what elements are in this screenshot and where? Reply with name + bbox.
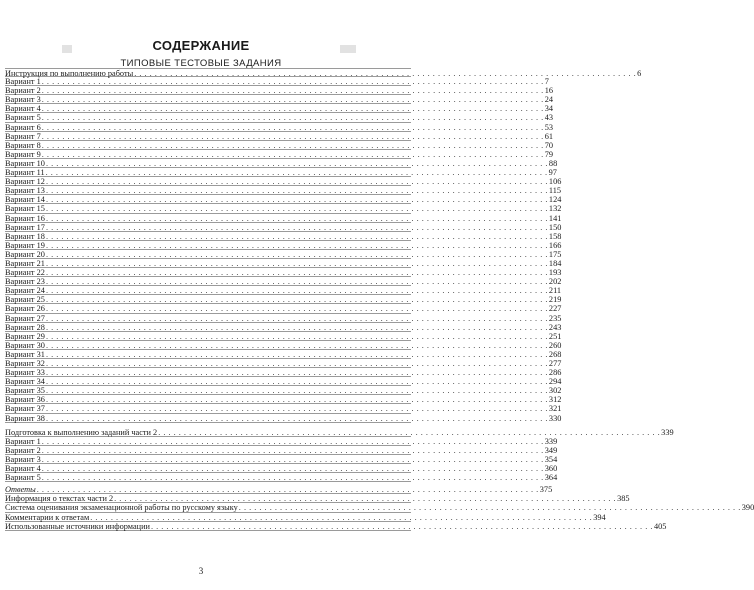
- toc-entry-label: Использованные источники информации: [5, 521, 150, 531]
- dot-leader: [46, 323, 548, 332]
- dot-leader: [46, 159, 548, 168]
- toc-entry: [5, 313, 562, 323]
- toc-entry-label: Информация о текстах части 2: [5, 494, 114, 504]
- section-title: ТИПОВЫЕ ТЕСТОВЫЕ ЗАДАНИЯ: [120, 58, 282, 69]
- toc-entry: [5, 368, 562, 378]
- dot-leader: [42, 77, 544, 86]
- toc-entry: [5, 168, 557, 178]
- dot-leader: [239, 503, 741, 512]
- dot-leader: [42, 141, 544, 150]
- toc-entry-label: Вариант 27: [5, 313, 45, 323]
- dot-leader: [42, 464, 544, 473]
- toc-entry: [5, 464, 558, 474]
- toc-entry-page: 79: [544, 149, 554, 159]
- dot-leader: [90, 513, 592, 522]
- toc-entry: [5, 377, 562, 387]
- toc-entry-page: 321: [548, 404, 562, 414]
- toc-entry: [5, 413, 562, 423]
- toc-entry: [5, 149, 554, 159]
- toc-entry-page: 158: [548, 231, 562, 241]
- toc-entry-page: 405: [653, 521, 667, 531]
- dot-leader: [46, 295, 548, 304]
- toc-entry: [5, 473, 558, 483]
- toc-entry-label: Вариант 2: [5, 445, 41, 455]
- dot-leader: [114, 494, 616, 503]
- toc-entry-label: Вариант 20: [5, 249, 45, 259]
- toc-entry: [5, 140, 554, 150]
- dot-leader: [46, 223, 548, 232]
- page-title: СОДЕРЖАНИЕ: [152, 38, 250, 53]
- dot-leader: [42, 446, 544, 455]
- toc-entry-page: 193: [548, 268, 562, 278]
- dot-leader: [46, 232, 548, 241]
- toc-entry: [5, 249, 562, 259]
- toc-entry-page: 375: [539, 485, 553, 495]
- toc-entry: [5, 240, 562, 250]
- dot-leader: [46, 177, 548, 186]
- toc-entry: [5, 386, 562, 396]
- toc-entry-label: Вариант 29: [5, 331, 45, 341]
- toc-entry-label: Ответы: [5, 485, 36, 495]
- dot-leader: [46, 386, 548, 395]
- toc-entry-page: 43: [544, 113, 554, 123]
- toc-entry-page: 349: [544, 445, 558, 455]
- toc-entry-label: Комментарии к ответам: [5, 512, 90, 522]
- toc-entry: [5, 86, 554, 96]
- toc-entry-page: 132: [548, 204, 562, 214]
- toc-entry-label: Вариант 38: [5, 413, 45, 423]
- toc-entry-page: 235: [548, 313, 562, 323]
- toc-entry: [5, 331, 562, 341]
- toc-entry-label: Вариант 14: [5, 195, 45, 205]
- toc-entry-page: 277: [548, 359, 562, 368]
- page-number: 3: [198, 566, 204, 576]
- toc-entry: [5, 258, 562, 268]
- toc-entry: [5, 404, 562, 414]
- toc-entry: [5, 268, 562, 278]
- toc-entry-label: Вариант 37: [5, 404, 45, 414]
- toc-entry-page: 330: [548, 413, 562, 423]
- toc-entry: [5, 195, 562, 205]
- toc-entry: [5, 186, 562, 196]
- toc-entry: [5, 395, 562, 405]
- toc-entry: [5, 512, 606, 522]
- toc-entry-page: 286: [548, 368, 562, 378]
- dot-leader: [46, 359, 548, 368]
- toc-entry-page: 211: [548, 286, 562, 296]
- toc-entry-label: Вариант 26: [5, 304, 45, 314]
- dot-leader: [46, 186, 548, 195]
- toc-entry: [5, 204, 562, 214]
- dot-leader: [46, 241, 548, 250]
- toc-entry-label: Вариант 4: [5, 104, 41, 114]
- toc-entry-label: Вариант 5: [5, 473, 41, 483]
- toc-entry-label: Вариант 6: [5, 122, 41, 132]
- toc-entry-page: 202: [548, 277, 562, 287]
- toc-entry: [5, 454, 558, 464]
- toc-entry-label: Вариант 31: [5, 349, 45, 359]
- dot-leader: [46, 368, 548, 377]
- toc-entry-label: Вариант 2: [5, 86, 41, 96]
- toc-entry: [5, 349, 562, 359]
- toc-entry: [5, 77, 549, 87]
- toc-entry-page: 106: [548, 177, 562, 187]
- toc-entry-label: Вариант 12: [5, 177, 45, 187]
- toc-entry-label: Инструкция по выполнению работы: [5, 69, 134, 78]
- toc-entry: [5, 340, 562, 350]
- dot-leader: [42, 437, 544, 446]
- toc-entry-page: 260: [548, 340, 562, 350]
- toc-entry-label: Вариант 5: [5, 113, 41, 123]
- toc-entry-page: 385: [617, 494, 630, 504]
- toc-entry-page: 339: [544, 436, 558, 446]
- toc-entry-page: 294: [548, 377, 562, 387]
- toc-entry-label: Вариант 3: [5, 95, 41, 105]
- toc-entry-label: Вариант 23: [5, 277, 45, 287]
- toc-entry-label: Вариант 1: [5, 436, 41, 446]
- toc-entry-page: 312: [548, 395, 562, 405]
- toc-entry-page: 115: [548, 186, 562, 196]
- dot-leader: [42, 132, 544, 141]
- dot-leader: [46, 259, 548, 268]
- toc-entry-label: Подготовка к выполнению заданий части 2: [5, 427, 158, 437]
- dot-leader: [158, 428, 660, 437]
- toc-entry-page: 53: [544, 122, 554, 132]
- toc-entry: [5, 231, 562, 241]
- toc-entry-label: Вариант 25: [5, 295, 45, 305]
- toc-entry-page: 16: [544, 86, 554, 96]
- toc-entry: [5, 521, 667, 531]
- toc-entry-page: 24: [544, 95, 554, 105]
- dot-leader: [151, 522, 653, 531]
- dot-leader: [42, 123, 544, 132]
- dot-leader: [42, 95, 544, 104]
- toc-entry: [5, 427, 674, 437]
- dot-leader: [46, 350, 548, 359]
- toc-entry: [5, 277, 562, 287]
- toc-entry-page: 302: [548, 386, 562, 396]
- toc-entry-label: Вариант 30: [5, 340, 45, 350]
- dot-leader: [42, 104, 544, 113]
- toc-entry-label: Вариант 19: [5, 240, 45, 250]
- toc-entry: [5, 213, 562, 223]
- toc-entry: [5, 436, 558, 446]
- toc-entry-page: 166: [548, 240, 562, 250]
- toc-entry-label: Вариант 32: [5, 359, 45, 368]
- toc-entry-label: Вариант 3: [5, 454, 41, 464]
- toc-entry: [5, 95, 554, 105]
- toc-entry: [5, 304, 562, 314]
- dot-leader: [46, 250, 548, 259]
- toc-entry-page: 34: [544, 104, 554, 114]
- toc-entry-page: 339: [661, 427, 674, 437]
- toc-entry-page: 364: [544, 473, 558, 483]
- toc-entry: [5, 503, 754, 513]
- toc-entry: [5, 494, 630, 504]
- dot-leader: [46, 377, 548, 386]
- dot-leader: [46, 404, 548, 413]
- toc-entry-label: Вариант 35: [5, 386, 45, 396]
- toc-entry: [5, 445, 558, 455]
- toc-entry-label: Вариант 9: [5, 149, 41, 159]
- toc-entry-page: 175: [548, 249, 562, 259]
- toc-entry-page: 227: [548, 304, 562, 314]
- toc-entry-label: Вариант 24: [5, 286, 45, 296]
- toc-entry-label: Вариант 33: [5, 368, 45, 378]
- dot-leader: [37, 485, 539, 494]
- toc-entry-page: 390: [741, 503, 754, 513]
- toc-entry-label: Вариант 36: [5, 395, 45, 405]
- toc-entry-label: Вариант 1: [5, 77, 41, 87]
- toc-entry-label: Вариант 13: [5, 186, 45, 196]
- toc-entry-label: Вариант 11: [5, 168, 45, 178]
- toc-entry-page: 360: [544, 464, 558, 474]
- dot-leader: [46, 414, 548, 423]
- dot-leader: [46, 304, 548, 313]
- dot-leader: [46, 314, 548, 323]
- dot-leader: [42, 455, 544, 464]
- toc-entry: [5, 322, 562, 332]
- dot-leader: [42, 150, 544, 159]
- toc-entry-page: 88: [548, 158, 558, 168]
- toc-entry-label: Вариант 17: [5, 222, 45, 232]
- dot-leader: [42, 473, 544, 482]
- toc-entry-label: Вариант 21: [5, 258, 45, 268]
- toc-entry-label: Вариант 4: [5, 464, 41, 474]
- toc-entry: [5, 359, 562, 368]
- toc-entry-label: Вариант 15: [5, 204, 45, 214]
- toc-entry-page: 219: [548, 295, 562, 305]
- toc-entry-page: 243: [548, 322, 562, 332]
- toc-entry-label: Вариант 8: [5, 140, 41, 150]
- toc-entry-page: 6: [637, 69, 642, 78]
- dot-leader: [42, 113, 544, 122]
- toc-entry: [5, 222, 562, 232]
- dot-leader: [46, 286, 548, 295]
- toc-entry-page: 97: [548, 168, 557, 178]
- toc-entry-page: 7: [544, 77, 549, 87]
- dot-leader: [46, 277, 548, 286]
- dot-leader: [46, 395, 548, 404]
- toc-entry: [5, 68, 642, 78]
- toc-entry-page: 61: [544, 131, 554, 141]
- dot-leader: [46, 268, 548, 277]
- toc-entry-page: 394: [593, 512, 606, 522]
- toc-entry-label: Система оценивания экзаменационной работы по русскому языку: [5, 503, 238, 513]
- toc-entry-page: 124: [548, 195, 562, 205]
- toc-entry: [5, 113, 554, 123]
- toc-entry-page: 150: [548, 222, 562, 232]
- toc-entry: [5, 122, 554, 132]
- dot-leader: [46, 214, 548, 223]
- toc-entry-page: 70: [544, 140, 554, 150]
- table-of-contents: [5, 68, 754, 531]
- toc-entry-label: Вариант 7: [5, 131, 41, 141]
- toc-entry-label: Вариант 10: [5, 158, 45, 168]
- toc-entry: [5, 104, 554, 114]
- toc-entry: [5, 286, 562, 296]
- toc-entry: [5, 485, 553, 495]
- toc-entry-label: Вариант 28: [5, 322, 45, 332]
- toc-entry: [5, 158, 558, 168]
- dot-leader: [46, 332, 548, 341]
- toc-entry-label: Вариант 18: [5, 231, 45, 241]
- toc-entry-page: 251: [548, 331, 562, 341]
- dot-leader: [42, 86, 544, 95]
- dot-leader: [46, 341, 548, 350]
- dot-leader: [46, 195, 548, 204]
- toc-entry-page: 354: [544, 454, 558, 464]
- toc-entry: [5, 177, 562, 187]
- toc-entry-page: 141: [548, 213, 562, 223]
- toc-entry-label: Вариант 16: [5, 213, 45, 223]
- toc-entry-page: 184: [548, 258, 562, 268]
- toc-entry-label: Вариант 34: [5, 377, 45, 387]
- dot-leader: [46, 168, 548, 177]
- toc-entry-label: Вариант 22: [5, 268, 45, 278]
- dot-leader: [46, 204, 548, 213]
- toc-entry: [5, 295, 562, 305]
- toc-entry: [5, 131, 554, 141]
- toc-entry-page: 268: [548, 349, 562, 359]
